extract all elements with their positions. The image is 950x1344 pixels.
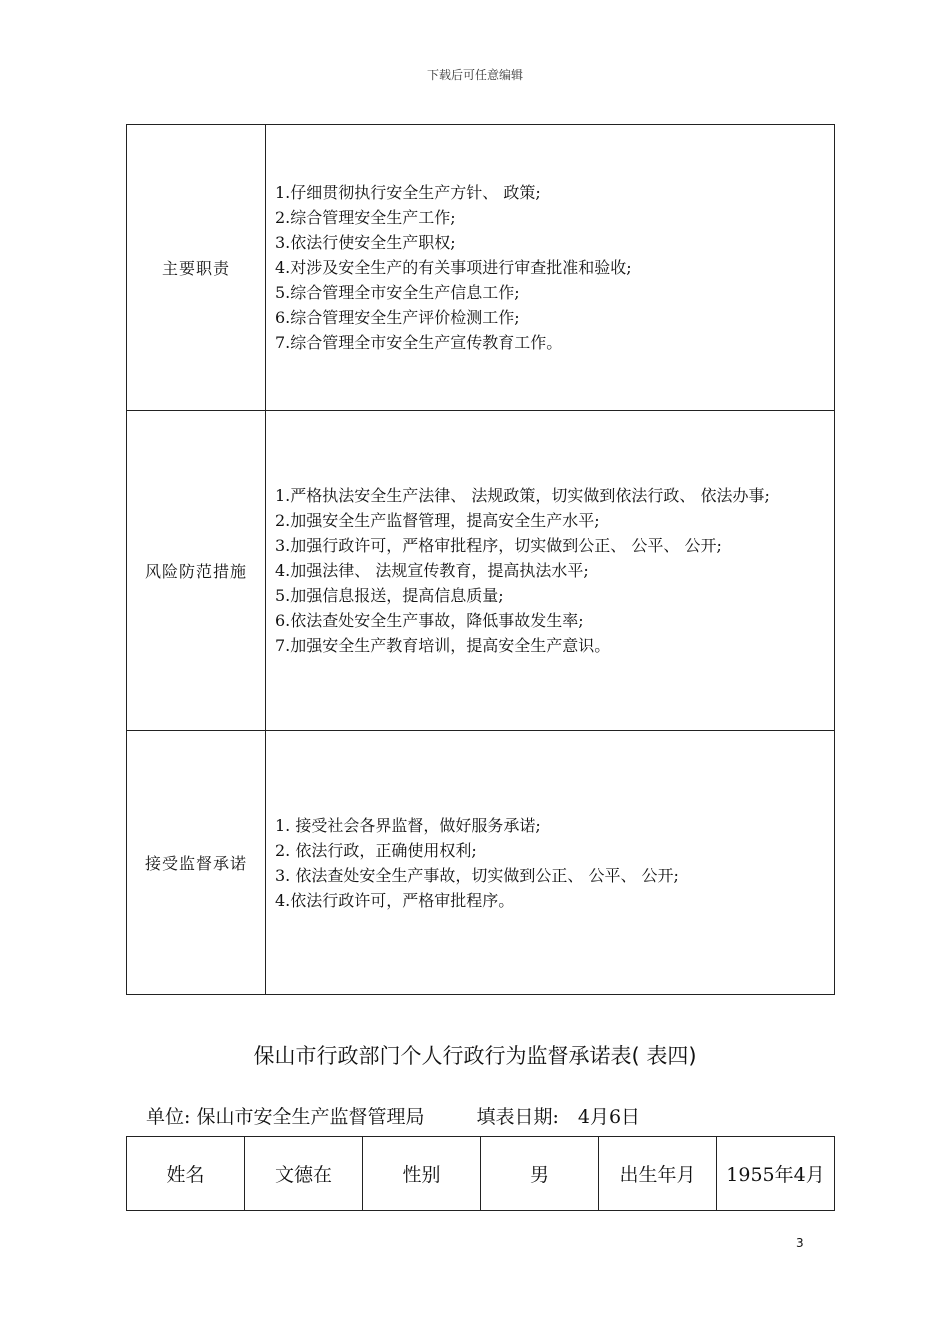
unit-date-line xyxy=(146,1102,640,1129)
list-item: 5.综合管理全市安全生产信息工作; xyxy=(275,283,520,302)
section-content xyxy=(266,731,835,995)
list-item: 6.依法查处安全生产事故，降低事故发生率; xyxy=(275,611,584,630)
form-title: 保山市行政部门个人行政行为监督承诺表( 表四) xyxy=(253,1044,697,1068)
list-item: 3.加强行政许可，严格审批程序，切实做到公正、 公平、 公开; xyxy=(275,536,722,555)
birth-value: 1955年4月 xyxy=(717,1137,835,1211)
table-row xyxy=(127,125,835,411)
duties-table xyxy=(126,124,835,995)
list-item: 1.仔细贯彻执行安全生产方针、 政策; xyxy=(275,183,541,202)
date-label: 填表日期: 4月6日 xyxy=(476,1106,641,1128)
gender-label: 性别 xyxy=(363,1137,481,1211)
unit-label: 单位: 保山市安全生产监督管理局 xyxy=(146,1106,425,1128)
personal-info-table xyxy=(126,1136,835,1211)
list-item: 7.综合管理全市安全生产宣传教育工作。 xyxy=(275,333,563,352)
section-content xyxy=(266,411,835,731)
list-item: 6.综合管理安全生产评价检测工作; xyxy=(275,308,520,327)
list-item: 2.加强安全生产监督管理，提高安全生产水平; xyxy=(275,511,600,530)
list-item: 4.对涉及安全生产的有关事项进行审查批准和验收; xyxy=(275,258,632,277)
list-item: 1.严格执法安全生产法律、 法规政策，切实做到依法行政、 依法办事; xyxy=(275,486,770,505)
list-item: 7.加强安全生产教育培训，提高安全生产意识。 xyxy=(275,636,611,655)
table-row xyxy=(127,1137,835,1211)
gender-value: 男 xyxy=(481,1137,599,1211)
list-item: 2. 依法行政，正确使用权利; xyxy=(275,840,477,860)
page-number: 3 xyxy=(796,1236,804,1250)
section-label: 接受监督承诺 xyxy=(127,731,266,995)
list-item: 1. 接受社会各界监督，做好服务承诺; xyxy=(275,815,541,835)
list-item: 5.加强信息报送，提高信息质量; xyxy=(275,586,504,605)
list-item: 3. 依法查处安全生产事故，切实做到公正、 公平、 公开; xyxy=(275,865,679,885)
list-item: 4.依法行政许可，严格审批程序。 xyxy=(275,890,515,910)
table-row xyxy=(127,411,835,731)
header-note: 下载后可任意编辑 xyxy=(426,68,523,82)
list-item: 3.依法行使安全生产职权; xyxy=(275,233,456,252)
list-item: 2.综合管理安全生产工作; xyxy=(275,208,456,227)
section-label: 主要职责 xyxy=(127,125,266,411)
birth-label: 出生年月 xyxy=(599,1137,717,1211)
table-row xyxy=(127,731,835,995)
section-label: 风险防范措施 xyxy=(127,411,266,731)
name-value: 文德在 xyxy=(245,1137,363,1211)
list-item: 4.加强法律、 法规宣传教育，提高执法水平; xyxy=(275,561,589,580)
name-label: 姓名 xyxy=(127,1137,245,1211)
section-content xyxy=(266,125,835,411)
